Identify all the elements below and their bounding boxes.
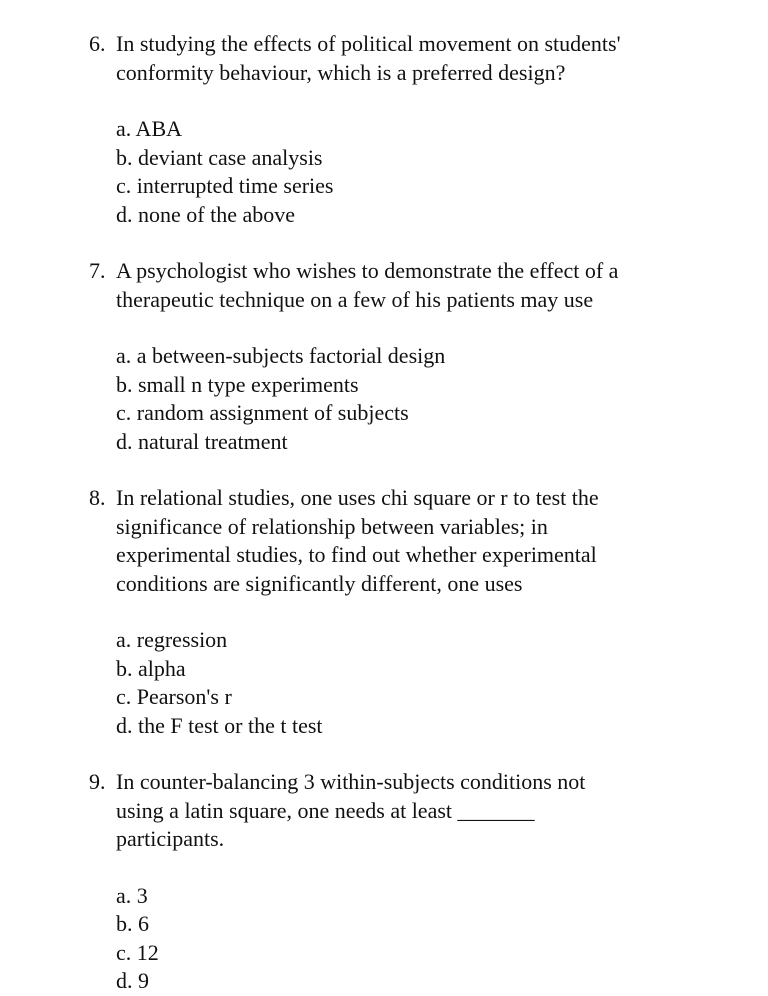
question-9-line-2: using a latin square, one needs at least _______ (116, 797, 535, 823)
question-6-line-2: conformity behaviour, which is a preferred design? (116, 59, 566, 85)
option-d: d. none of the above (116, 201, 295, 227)
question-7-number: 7. (89, 258, 106, 283)
option-b: b. alpha (116, 655, 186, 681)
question-6-number: 6. (89, 31, 106, 56)
question-9-line-3: participants. (116, 826, 225, 851)
question-8-line-2: significance of relationship between variables; in (116, 513, 548, 539)
question-9-options (89, 882, 749, 996)
question-9-number: 9. (89, 769, 106, 794)
question-6-line-1: 6. In studying the effects of political movement on students' (89, 30, 749, 59)
question-8-line-3: experimental studies, to find out whether experimental (116, 542, 597, 567)
option-d: d. the F test or the t test (116, 712, 323, 738)
option-b: b. small n type experiments (116, 371, 359, 397)
option-a: a. 3 (116, 882, 148, 908)
option-a: a. a between-subjects factorial design (116, 343, 446, 368)
question-7-line-1: 7. A psychologist who wishes to demonstrate the effect of a (89, 257, 749, 286)
question-8 (89, 484, 749, 740)
question-7-line-2: therapeutic technique on a few of his patients may use (116, 286, 594, 312)
question-8-line-1: 8. In relational studies, one uses chi square or r to test the (89, 484, 749, 513)
option-a: a. ABA (116, 116, 182, 141)
option-c: c. random assignment of subjects (116, 400, 409, 425)
option-d: d. 9 (116, 968, 149, 993)
option-c: c. 12 (116, 939, 159, 965)
question-8-options (89, 626, 749, 740)
option-a: a. regression (116, 627, 228, 652)
question-9 (89, 768, 749, 996)
question-9-line-1: 9. In counter-balancing 3 within-subjects conditions not (89, 768, 749, 797)
question-8-line-4: conditions are significantly different, one uses (116, 570, 523, 596)
option-b: b. deviant case analysis (116, 144, 323, 170)
question-6-options (89, 115, 749, 229)
option-c: c. Pearson's r (116, 684, 232, 709)
option-c: c. interrupted time series (116, 173, 334, 198)
question-8-number: 8. (89, 485, 106, 510)
question-7 (89, 257, 749, 456)
question-7-options (89, 342, 749, 456)
question-6 (89, 30, 749, 229)
option-d: d. natural treatment (116, 428, 288, 454)
option-b: b. 6 (116, 911, 149, 936)
